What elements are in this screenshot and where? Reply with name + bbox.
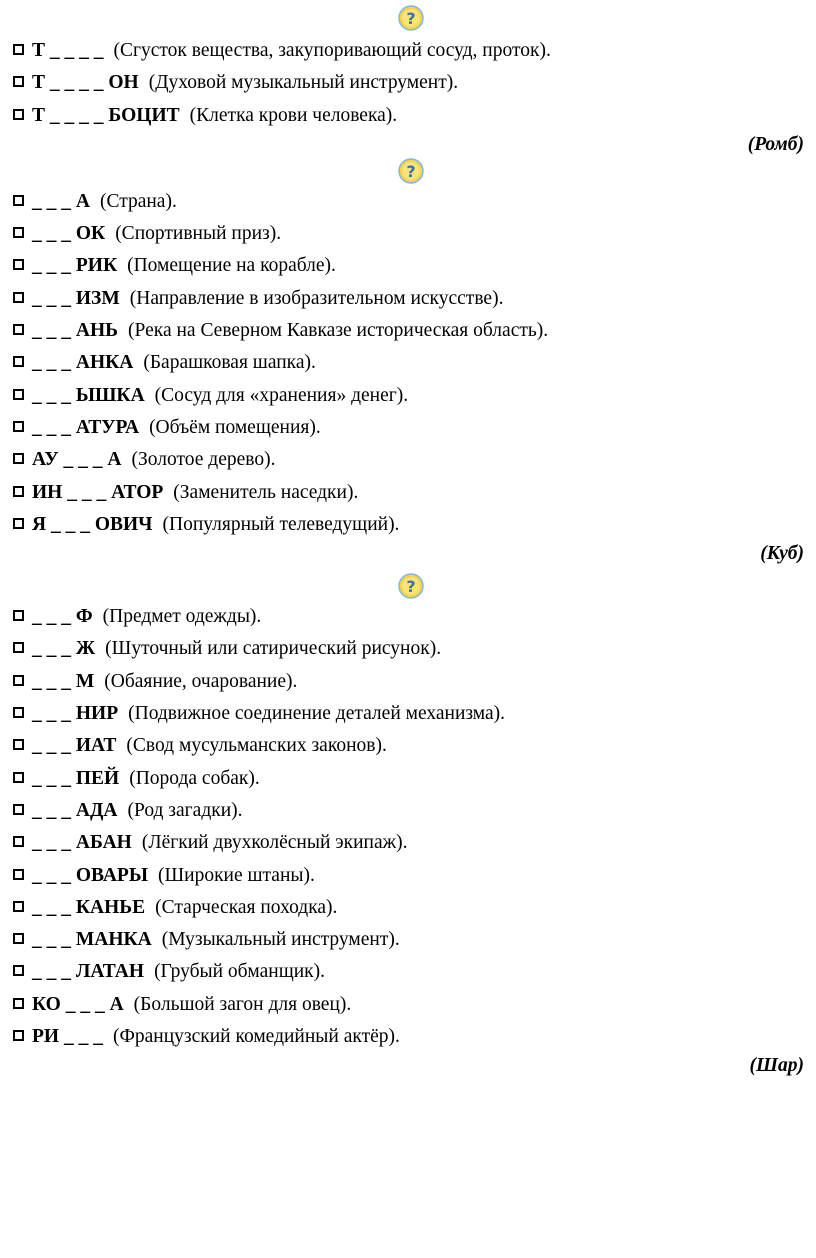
- list-item: [0, 67, 816, 99]
- square-bullet-icon: [13, 933, 24, 944]
- clue-hint: (Клетка крови человека).: [189, 104, 398, 126]
- list-item: [0, 477, 816, 509]
- clue-hint: (Сосуд для «хранения» денег).: [154, 384, 409, 406]
- word-pattern: Т _ _ _ _ БОЦИТ: [32, 104, 180, 126]
- word-pattern: Т _ _ _ _: [32, 40, 104, 61]
- list-item: [0, 444, 816, 476]
- section-answer: (Ромб): [747, 133, 804, 155]
- clue-hint: (Подвижное соединение деталей механизма).: [128, 703, 506, 725]
- clue-hint: (Род загадки).: [127, 799, 243, 821]
- clue-list: [0, 601, 816, 1053]
- clue-hint: (Сгусток вещества, закупоривающий сосуд, проток).: [113, 40, 551, 61]
- word-pattern: _ _ _ ЫШКА: [32, 384, 145, 406]
- square-bullet-icon: [13, 76, 24, 87]
- clue-hint: (Французский комедийный актёр).: [112, 1026, 400, 1048]
- list-item: [0, 100, 816, 132]
- clue-hint: (Барашковая шапка).: [143, 352, 316, 374]
- clue-list: [0, 35, 816, 132]
- section-answer: (Куб): [760, 543, 804, 565]
- word-pattern: _ _ _ ЛАТАН: [32, 961, 145, 983]
- word-pattern: _ _ _ АТУРА: [32, 416, 140, 438]
- word-pattern: АУ _ _ _ А: [32, 449, 122, 471]
- list-item: [0, 186, 816, 218]
- square-bullet-icon: [13, 998, 24, 1009]
- square-bullet-icon: [13, 518, 24, 529]
- list-item: [0, 218, 816, 250]
- word-pattern: _ _ _ Ж: [32, 638, 96, 660]
- clue-hint: (Большой загон для овец).: [133, 993, 352, 1015]
- list-item: [0, 315, 816, 347]
- list-item: [0, 989, 816, 1021]
- list-item: [0, 956, 816, 988]
- word-pattern: _ _ _ МАНКА: [32, 929, 152, 951]
- svg-text:?: ?: [406, 161, 416, 181]
- clue-hint: (Музыкальный инструмент).: [161, 929, 400, 951]
- word-pattern: _ _ _ ИЗМ: [32, 287, 120, 309]
- list-item: [0, 347, 816, 379]
- list-item: [0, 892, 816, 924]
- clue-hint: (Обаяние, очарование).: [104, 670, 298, 692]
- list-item: [0, 250, 816, 282]
- clue-hint: (Порода собак).: [129, 767, 260, 789]
- word-pattern: _ _ _ КАНЬЕ: [32, 896, 146, 918]
- square-bullet-icon: [13, 675, 24, 686]
- square-bullet-icon: [13, 259, 24, 270]
- word-pattern: Т _ _ _ _ ОН: [32, 72, 139, 94]
- question-icon: [398, 158, 424, 184]
- list-item: [0, 827, 816, 859]
- list-item: [0, 283, 816, 315]
- clue-hint: (Заменитель наседки).: [173, 481, 359, 503]
- square-bullet-icon: [13, 772, 24, 783]
- clue-hint: (Река на Северном Кавказе историческая область).: [128, 320, 549, 342]
- clue-hint: (Золотое дерево).: [131, 449, 276, 471]
- word-pattern: _ _ _ РИК: [32, 255, 118, 277]
- clue-hint: (Предмет одежды).: [102, 606, 262, 628]
- square-bullet-icon: [13, 804, 24, 815]
- puzzle-section-kub: [0, 158, 816, 567]
- square-bullet-icon: [13, 421, 24, 432]
- clue-hint: (Лёгкий двухколёсный экипаж).: [141, 832, 408, 854]
- list-item: [0, 698, 816, 730]
- list-item: [0, 795, 816, 827]
- word-pattern: _ _ _ М: [32, 670, 95, 692]
- clue-hint: (Старческая походка).: [155, 896, 338, 918]
- clue-hint: (Широкие штаны).: [157, 864, 315, 886]
- square-bullet-icon: [13, 44, 24, 55]
- svg-text:?: ?: [406, 577, 416, 597]
- square-bullet-icon: [13, 610, 24, 621]
- square-bullet-icon: [13, 642, 24, 653]
- square-bullet-icon: [13, 324, 24, 335]
- clue-hint: (Помещение на корабле).: [127, 255, 336, 277]
- clue-hint: (Духовой музыкальный инструмент).: [148, 72, 459, 94]
- square-bullet-icon: [13, 707, 24, 718]
- square-bullet-icon: [13, 195, 24, 206]
- list-item: [0, 860, 816, 892]
- clue-hint: (Объём помещения).: [149, 416, 321, 438]
- list-item: [0, 412, 816, 444]
- clue-hint: (Грубый обманщик).: [154, 961, 325, 983]
- word-pattern: _ _ _ АНЬ: [32, 320, 119, 342]
- list-item: [0, 601, 816, 633]
- square-bullet-icon: [13, 836, 24, 847]
- clue-hint: (Популярный телеведущий).: [162, 513, 400, 535]
- puzzle-section-romb: [0, 0, 816, 158]
- square-bullet-icon: [13, 227, 24, 238]
- word-pattern: _ _ _ Ф: [32, 606, 93, 628]
- word-pattern: РИ _ _ _: [32, 1026, 103, 1048]
- word-pattern: _ _ _ АДА: [32, 799, 118, 821]
- word-pattern: _ _ _ ОВАРЫ: [32, 864, 148, 886]
- clue-hint: (Страна).: [99, 190, 177, 212]
- clue-hint: (Направление в изобразительном искусстве).: [129, 287, 504, 309]
- clue-list: [0, 186, 816, 541]
- clue-hint: (Спортивный приз).: [115, 223, 282, 245]
- word-pattern: _ _ _ ПЕЙ: [32, 767, 120, 789]
- list-item: [0, 35, 816, 67]
- clue-hint: (Свод мусульманских законов).: [126, 735, 387, 757]
- list-item: [0, 633, 816, 665]
- square-bullet-icon: [13, 486, 24, 497]
- word-pattern: _ _ _ А: [32, 190, 90, 212]
- word-pattern: _ _ _ АБАН: [32, 832, 132, 854]
- section-answer: (Шар): [749, 1055, 804, 1077]
- word-pattern: Я _ _ _ ОВИЧ: [32, 513, 153, 535]
- list-item: [0, 1021, 816, 1053]
- square-bullet-icon: [13, 901, 24, 912]
- square-bullet-icon: [13, 739, 24, 750]
- list-item: [0, 666, 816, 698]
- square-bullet-icon: [13, 453, 24, 464]
- word-pattern: _ _ _ АНКА: [32, 352, 134, 374]
- list-item: [0, 763, 816, 795]
- word-pattern: КО _ _ _ А: [32, 993, 124, 1015]
- clue-hint: (Шуточный или сатирический рисунок).: [105, 638, 442, 660]
- word-pattern: _ _ _ НИР: [32, 703, 119, 725]
- square-bullet-icon: [13, 389, 24, 400]
- puzzle-section-shar: [0, 567, 816, 1079]
- question-icon: [398, 5, 424, 31]
- word-pattern: _ _ _ ИАТ: [32, 735, 117, 757]
- square-bullet-icon: [13, 356, 24, 367]
- list-item: [0, 509, 816, 541]
- list-item: [0, 924, 816, 956]
- square-bullet-icon: [13, 109, 24, 120]
- question-icon: [398, 573, 424, 599]
- square-bullet-icon: [13, 292, 24, 303]
- list-item: [0, 380, 816, 412]
- word-pattern: ИН _ _ _ АТОР: [32, 481, 164, 503]
- square-bullet-icon: [13, 1030, 24, 1041]
- square-bullet-icon: [13, 869, 24, 880]
- square-bullet-icon: [13, 965, 24, 976]
- svg-text:?: ?: [406, 9, 416, 28]
- word-pattern: _ _ _ ОК: [32, 223, 106, 245]
- list-item: [0, 730, 816, 762]
